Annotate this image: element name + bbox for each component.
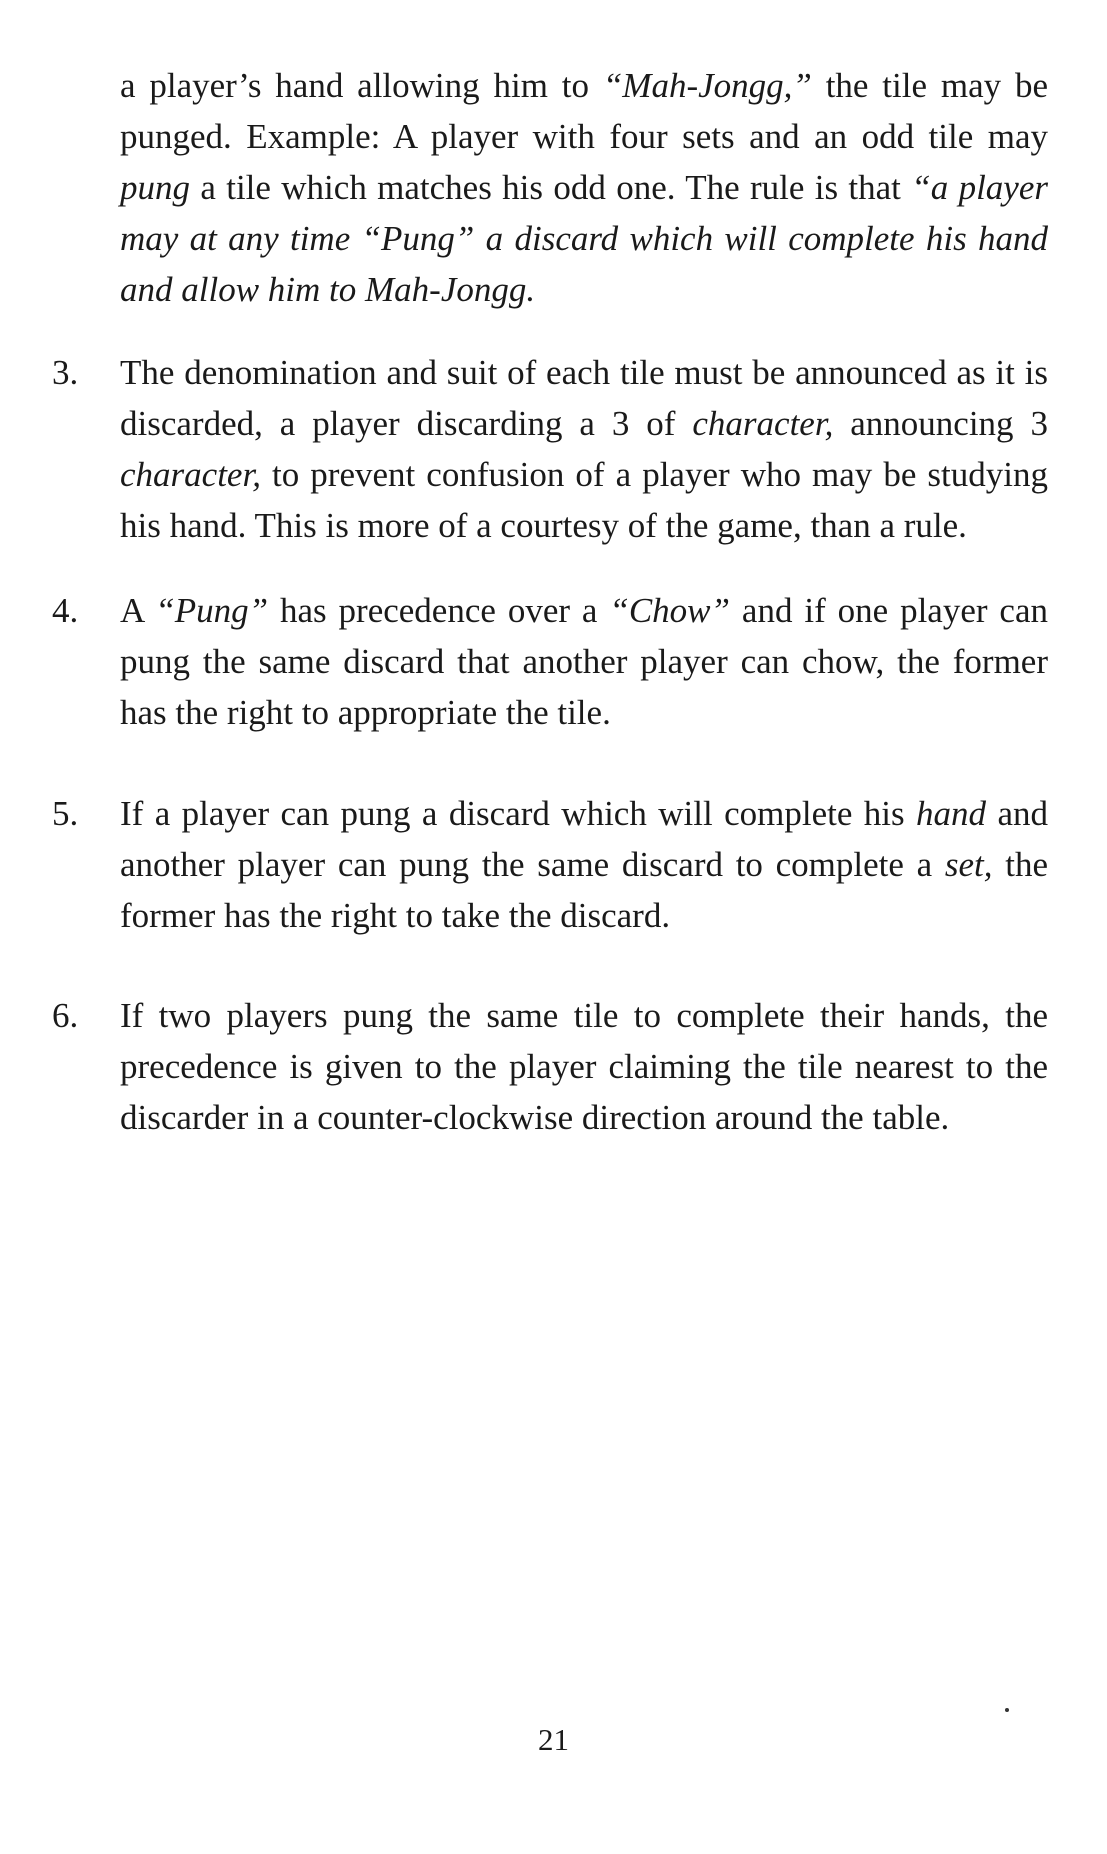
intro-text: the tile may be punged. Example: A player with four sets and an odd tile may xyxy=(120,66,1048,156)
intro-text: a player’s hand allowing him to xyxy=(120,66,603,105)
rule-5-paragraph xyxy=(120,788,1048,941)
rule-text: and if one player can pung the same discard that another player can chow, the former has the right to appropriate the tile. xyxy=(120,591,1049,732)
rule-number: 4. xyxy=(52,591,79,630)
rule-text: to prevent confusion of a player who may be studying his hand. This is more of a courtesy of the game, than a rule. xyxy=(120,455,1048,545)
intro-italic-mah-jongg: “Mah-Jongg,” xyxy=(602,66,812,105)
rule-italic: character, xyxy=(120,455,261,494)
print-speck xyxy=(1005,1708,1009,1712)
page-number: 21 xyxy=(538,1722,569,1757)
rule-number: 3. xyxy=(52,353,79,392)
rule-italic: “Chow” xyxy=(609,591,730,630)
rule-number: 6. xyxy=(52,996,79,1035)
rule-text: the former has the right to take the discard. xyxy=(120,845,1048,935)
rule-6-paragraph xyxy=(120,990,1048,1143)
rule-italic: hand xyxy=(916,794,987,833)
rule-text: If a player can pung a discard which will complete his xyxy=(120,794,917,833)
rule-text: and another player can pung the same discard to complete a xyxy=(120,794,1048,884)
rule-text: has precedence over a xyxy=(268,591,610,630)
rule-italic: “Pung” xyxy=(155,591,269,630)
rule-text: A xyxy=(120,591,156,630)
rule-4-paragraph xyxy=(120,585,1048,738)
rule-text: The denomination and suit of each tile must be announced as it is discarded, a player discarding a 3 of xyxy=(120,353,1048,443)
rule-text: If two players pung the same tile to complete their hands, the precedence is given to the player claiming the tile nearest to the discarder in a counter-clockwise direction around the table. xyxy=(120,996,1048,1137)
rule-text: announcing 3 xyxy=(833,404,1048,443)
rule-number: 5. xyxy=(52,794,79,833)
intro-italic-rule-quote: “a player may at any time “Pung” a discard which will complete his hand and allow him to Mah-Jongg. xyxy=(120,168,1048,309)
intro-text: a tile which matches his odd one. The rule is that xyxy=(190,168,912,207)
rule-3-paragraph xyxy=(120,347,1048,551)
rule-italic: set, xyxy=(944,845,993,884)
intro-italic-pung: pung xyxy=(120,168,190,207)
intro-paragraph xyxy=(120,60,1048,315)
rule-italic: character, xyxy=(692,404,834,443)
